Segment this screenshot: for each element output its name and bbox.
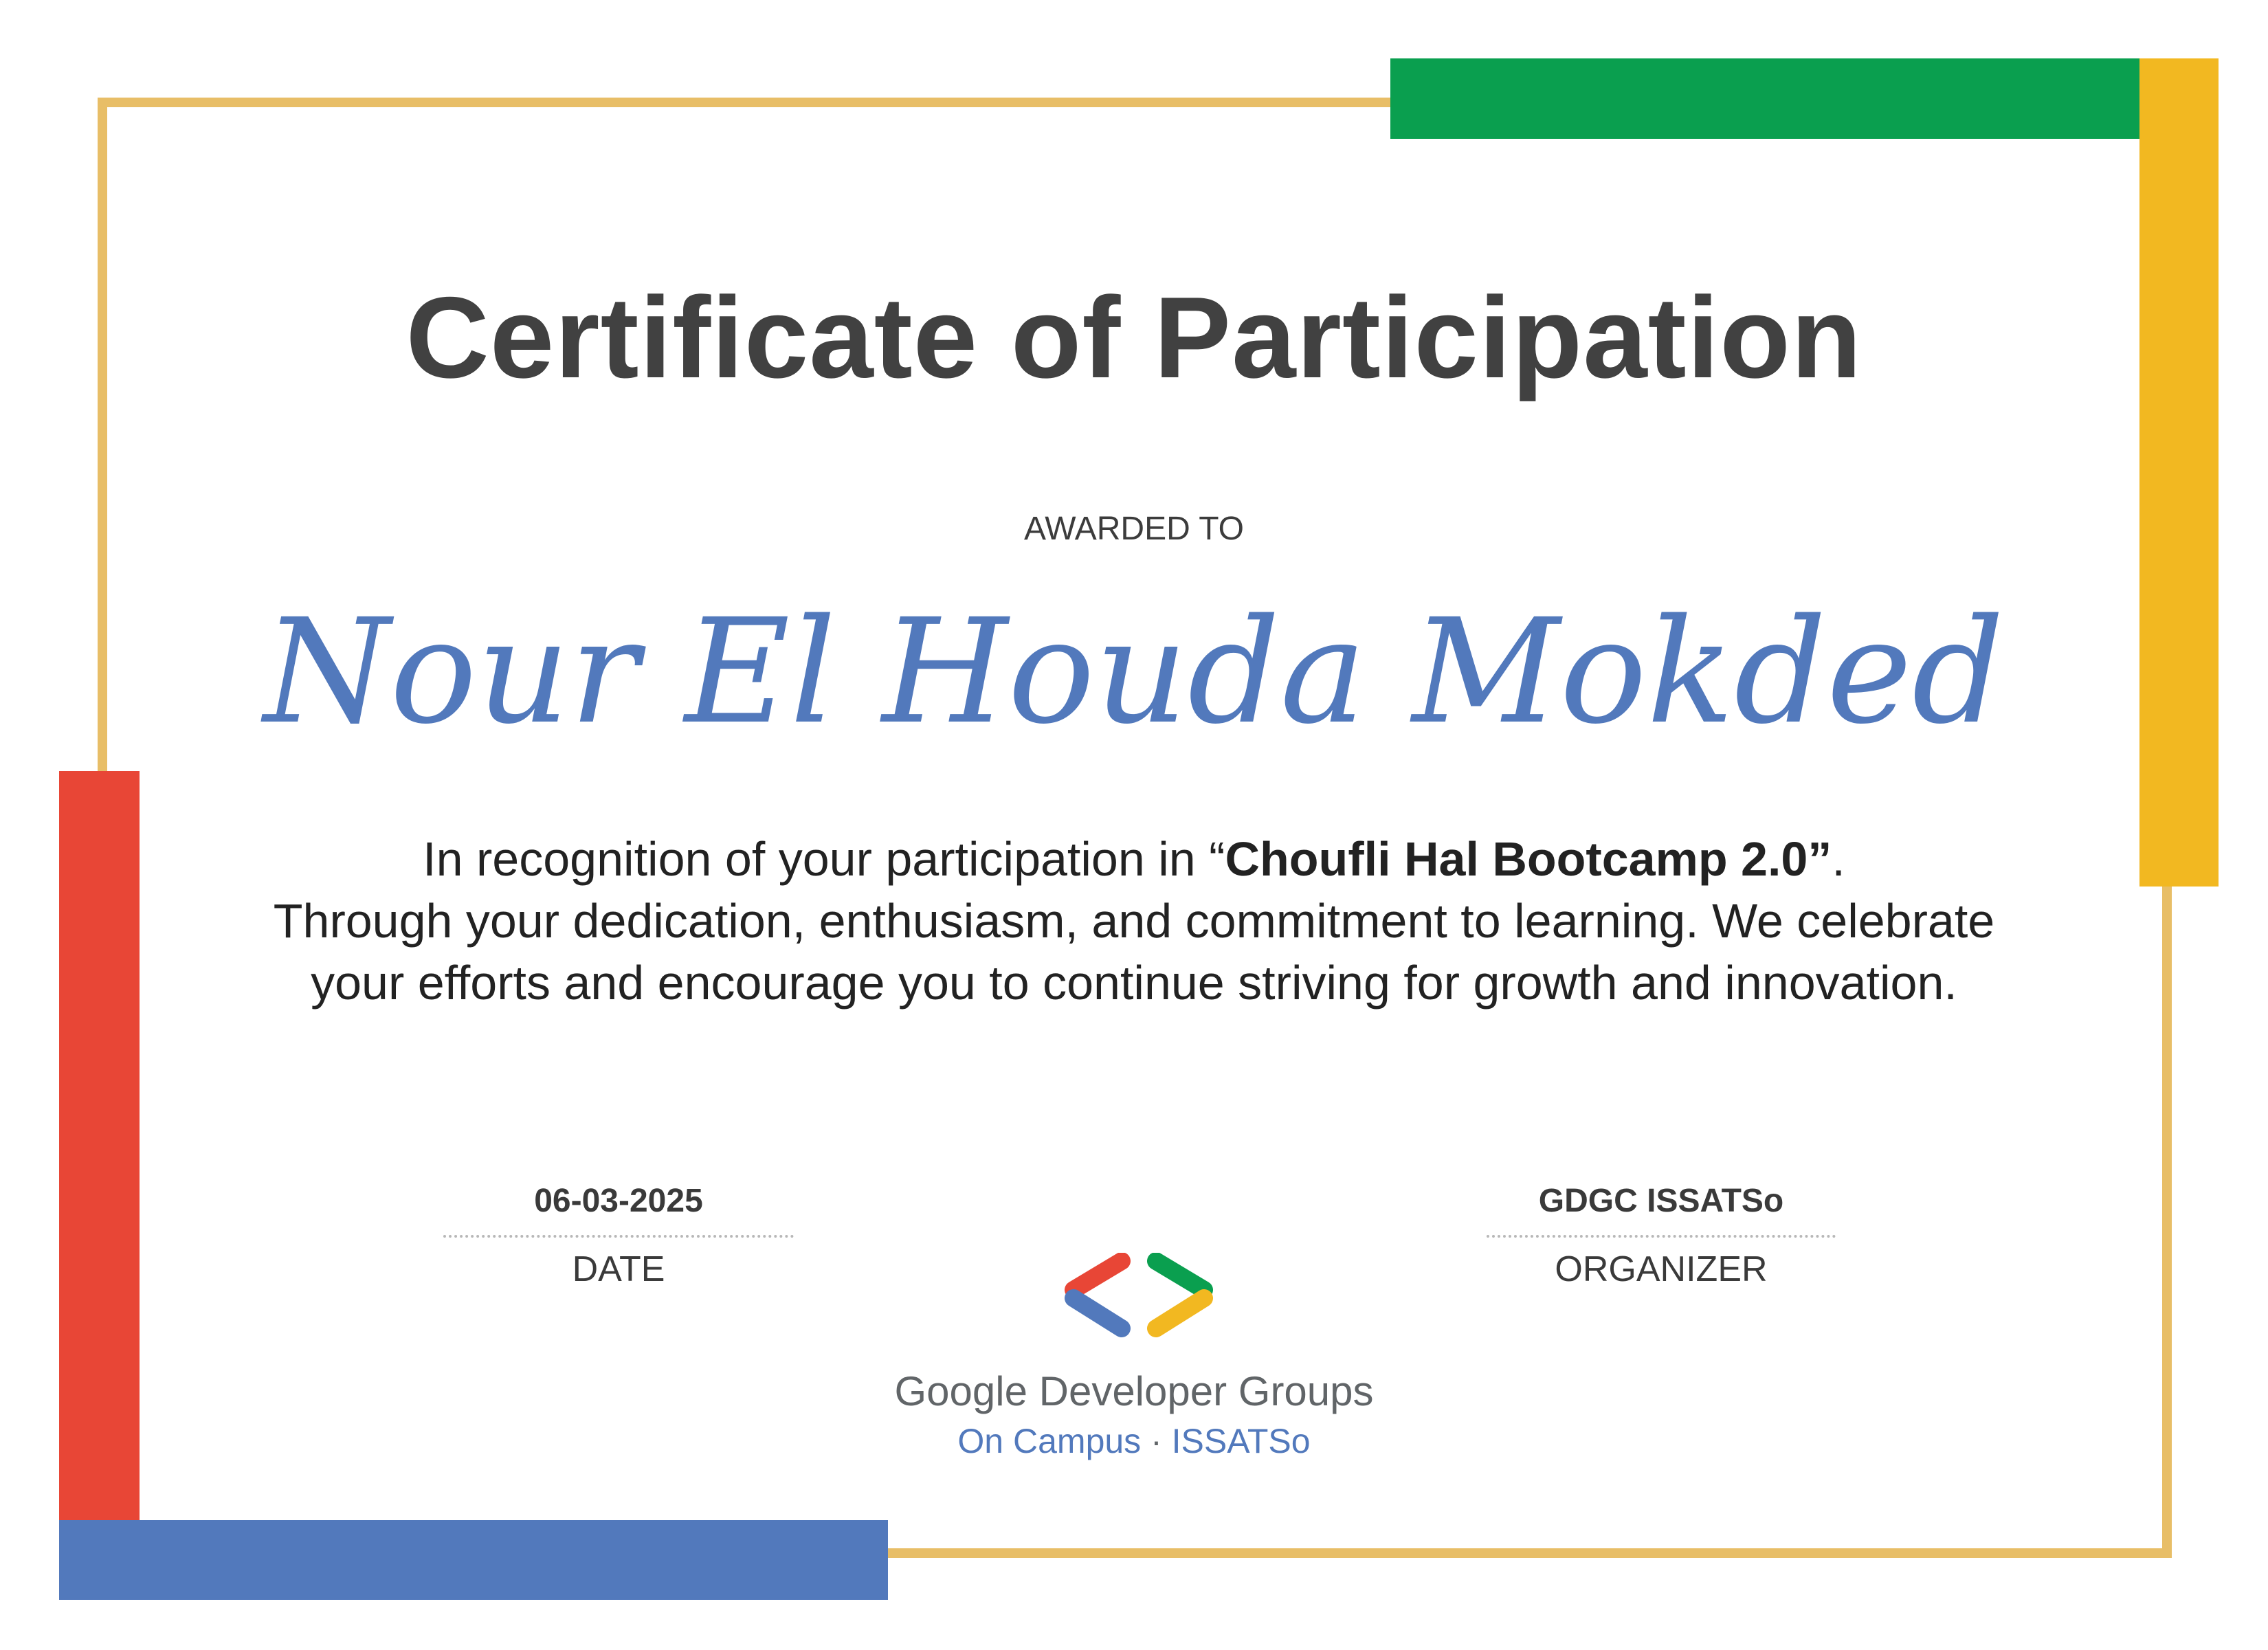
date-dotted-line xyxy=(443,1235,794,1238)
gdg-logo-subtitle xyxy=(0,1421,2268,1461)
gdg-logo-title: Google Developer Groups xyxy=(894,1368,1374,1414)
date-value: 06-03-2025 xyxy=(534,1183,703,1219)
certificate-title: Certificate of Participation xyxy=(405,273,1863,402)
on-campus-text: On Campus xyxy=(957,1422,1142,1460)
recognition-line-1: In recognition of your participation in “Choufli Hal Bootcamp 2.0”. xyxy=(423,832,1845,886)
blue-accent-bar xyxy=(59,1520,888,1600)
recipient-name: Nour El Houda Mokded xyxy=(263,588,2005,756)
logo-separator: · xyxy=(1150,1422,1162,1460)
recognition-line-3: your efforts and encourage you to continue striving for growth and innovation. xyxy=(311,956,1957,1010)
organizer-dotted-line xyxy=(1487,1235,1836,1238)
recognition-line-2: Through your dedication, enthusiasm, and commitment to learning. We celebrate xyxy=(273,894,1995,948)
yellow-accent-bar xyxy=(2139,58,2219,887)
organizer-label: ORGANIZER xyxy=(1555,1249,1768,1289)
date-label: DATE xyxy=(572,1249,665,1289)
organizer-value: GDGC ISSATSo xyxy=(1538,1183,1784,1219)
gdg-brackets-icon xyxy=(1053,1253,1225,1341)
chapter-name: ISSATSo xyxy=(1171,1422,1311,1460)
awarded-to-label: AWARDED TO xyxy=(1023,511,1245,547)
green-accent-bar xyxy=(1390,58,2219,139)
event-name: Choufli Hal Bootcamp 2.0” xyxy=(1225,832,1832,886)
recognition-text xyxy=(0,828,2268,1014)
